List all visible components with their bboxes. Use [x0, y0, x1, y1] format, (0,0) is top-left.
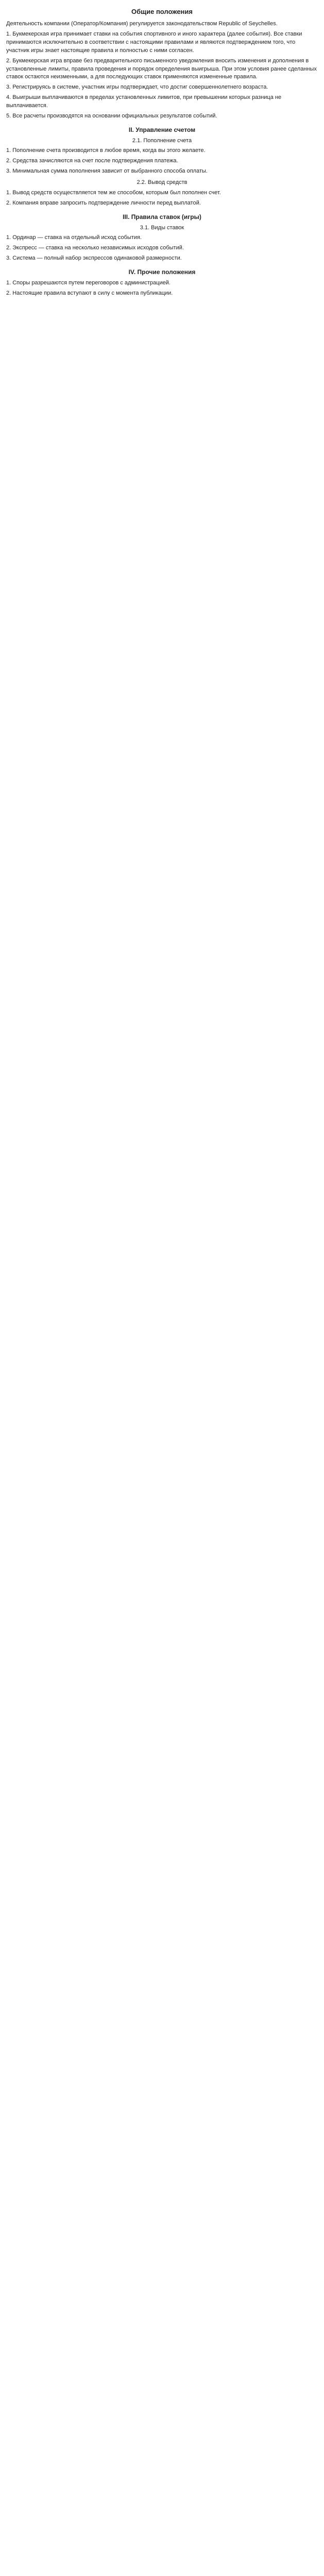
other-title: IV. Прочие положения: [128, 268, 196, 276]
withdraw-item: 1. Вывод средств осуществляется тем же способом, которым был пополнен счет.: [6, 190, 221, 196]
other-item: 1. Споры разрешаются путем переговоров с администрацией.: [6, 279, 170, 286]
types-subtitle: 3.1. Виды ставок: [140, 224, 184, 231]
rules-title: III. Правила ставок (игры): [123, 213, 201, 221]
withdraw-list: [6, 189, 318, 208]
page-fill: [6, 301, 318, 2465]
general-title: Общие положения: [131, 8, 193, 15]
deposit-subtitle: 2.1. Пополнение счета: [132, 137, 192, 144]
account-title: II. Управление счетом: [128, 126, 196, 134]
general-intro: Деятельность компании (Оператор/Компания) регулируется законодательством Republic of Seychelles.: [6, 20, 278, 27]
general-list: [6, 30, 318, 121]
general-item: 3. Регистрируясь в системе, участник игры подтверждает, что достиг совершеннолетнего возраста.: [6, 84, 268, 91]
deposit-list: [6, 147, 318, 176]
general-item: 5. Все расчеты производятся на основании официальных результатов событий.: [6, 113, 217, 120]
other-list: [6, 279, 318, 298]
deposit-item: 3. Минимальная сумма пополнения зависит от выбранного способа оплаты.: [6, 168, 208, 175]
withdraw-item: 2. Компания вправе запросить подтверждение личности перед выплатой.: [6, 200, 201, 207]
general-item: 4. Выигрыши выплачиваются в пределах установленных лимитов, при превышении которых разница не выплачивается.: [6, 94, 282, 109]
other-item: 2. Настоящие правила вступают в силу с момента публикации.: [6, 290, 173, 296]
types-item: 1. Ординар — ставка на отдельный исход события.: [6, 234, 142, 241]
general-item: 2. Букмекерская игра вправе без предварительного письменного уведомления вносить изменения и дополнения в установленные лимиты, правила проведения и порядок определения выигрыша. При этом условия ранее сделанных ставок остаются неизменными, а для последующих ставок применяются измененные правила.: [6, 57, 317, 80]
general-item: 1. Букмекерская игра принимает ставки на события спортивного и иного характера (далее события). Все ставки принимаются исключительно в соответствии с настоящими правилами и являются подтверждением того, что участник игры знает настоящие правила и полностью с ними согласен.: [6, 30, 302, 54]
types-list: [6, 234, 318, 263]
types-item: 2. Экспресс — ставка на несколько независимых исходов событий.: [6, 245, 184, 251]
withdraw-subtitle: 2.2. Вывод средств: [137, 179, 187, 186]
deposit-item: 2. Средства зачисляются на счет после подтверждения платежа.: [6, 158, 178, 164]
deposit-item: 1. Пополнение счета производится в любое время, когда вы этого желаете.: [6, 147, 206, 154]
types-item: 3. Система — полный набор экспрессов одинаковой размерности.: [6, 255, 182, 262]
